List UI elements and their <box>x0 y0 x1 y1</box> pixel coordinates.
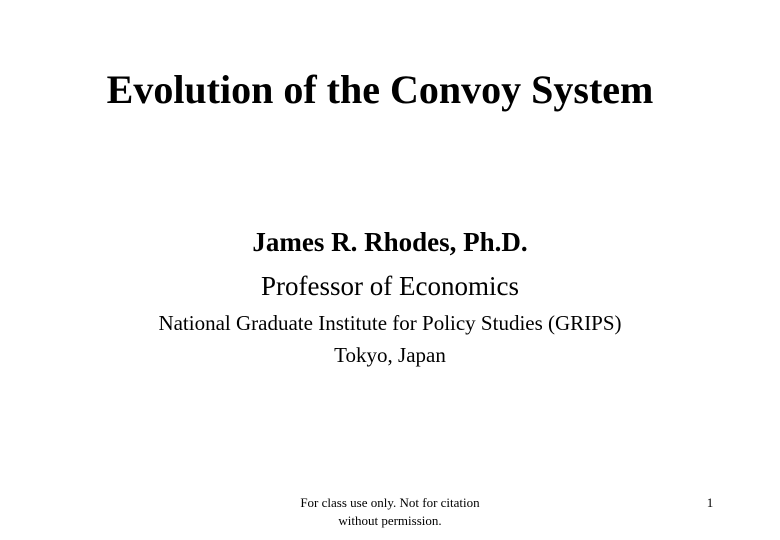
footer-note-line-2: without permission. <box>338 513 442 528</box>
page-number: 1 <box>706 495 714 510</box>
institute-name: National Graduate Institute for Policy Studies (GRIPS) <box>158 311 622 335</box>
slide-title: Evolution of the Convoy System <box>106 67 654 112</box>
author-position: Professor of Economics <box>261 271 519 301</box>
footer-note-line-1: For class use only. Not for citation <box>300 495 480 510</box>
institute-location: Tokyo, Japan <box>334 343 446 367</box>
footer-note <box>270 494 510 530</box>
author-name: James R. Rhodes, Ph.D. <box>252 227 528 257</box>
